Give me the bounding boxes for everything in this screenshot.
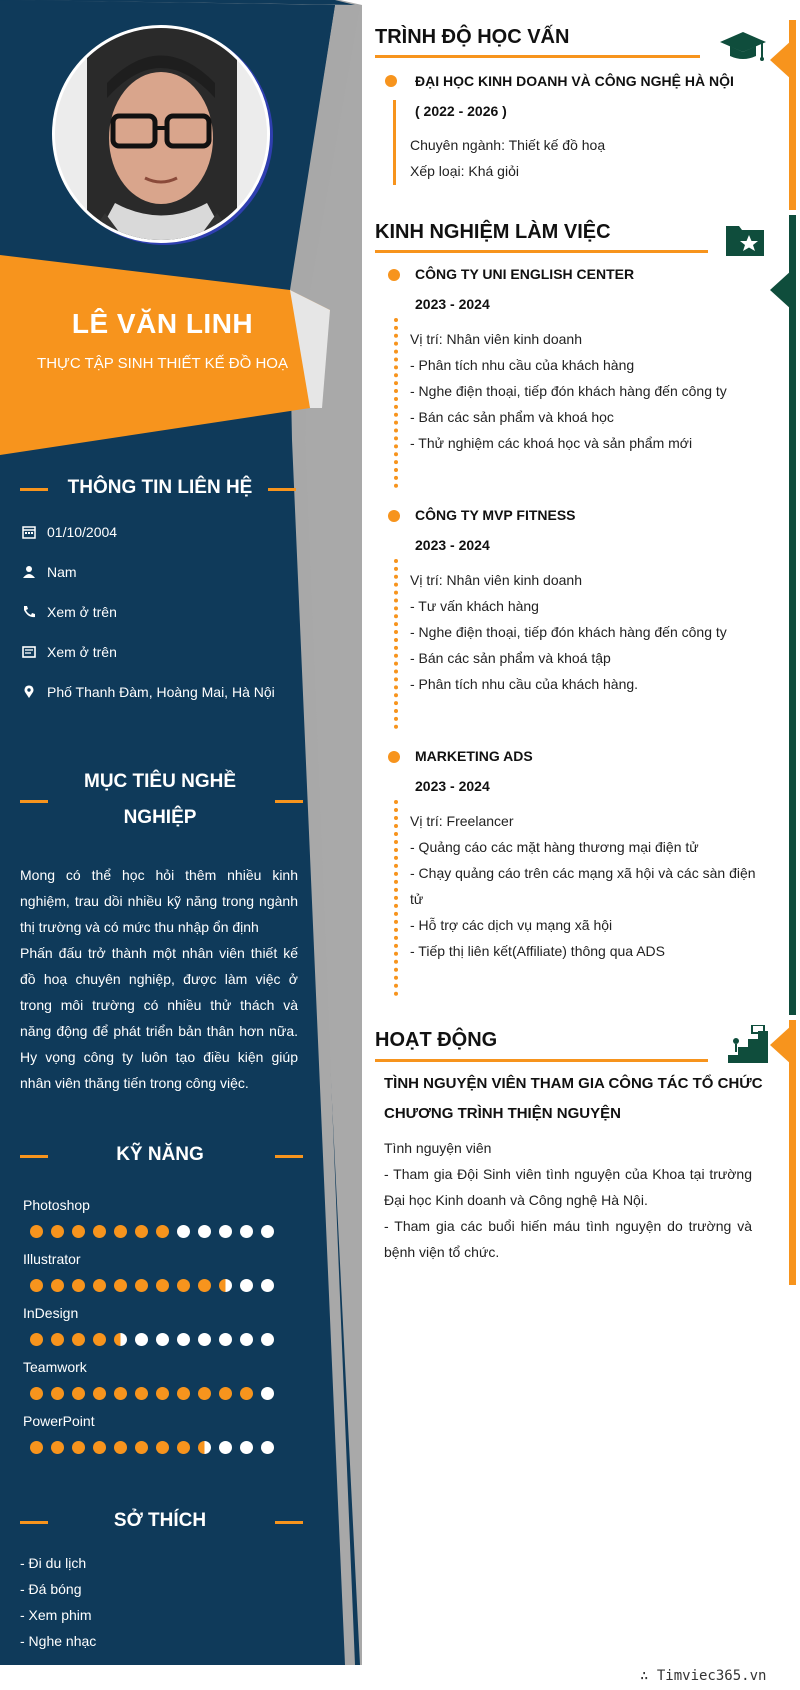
skill-dot (72, 1387, 85, 1400)
skill-level-dots (30, 1333, 274, 1346)
skill-dot (261, 1441, 274, 1454)
contact-text: Xem ở trên (47, 604, 117, 620)
skill-dot (51, 1279, 64, 1292)
skills-section-title: KỸ NĂNG (116, 1144, 204, 1165)
job-line: - Phân tích nhu cầu của khách hàng (410, 357, 635, 373)
timeline-bullet (385, 75, 397, 87)
skill-dot (177, 1441, 190, 1454)
skill-dot (93, 1441, 106, 1454)
skill-dot (177, 1279, 190, 1292)
skill-dot (51, 1333, 64, 1346)
skill-dot (93, 1333, 106, 1346)
skill-dot (51, 1441, 64, 1454)
skill-dot (156, 1387, 169, 1400)
skill-level-dots (30, 1441, 274, 1454)
contact-text: Phố Thanh Đàm, Hoàng Mai, Hà Nội (47, 684, 275, 700)
side-arrow (770, 1025, 792, 1065)
objective-text (20, 862, 298, 1096)
skill-dot (30, 1387, 43, 1400)
contact-email (20, 644, 117, 660)
activity-line: - Tham gia các buổi hiến máu tình nguyện do trường và (384, 1218, 752, 1234)
skill-dot (198, 1279, 211, 1292)
phone-icon (20, 605, 38, 619)
education-rank: Xếp loại: Khá giỏi (410, 163, 519, 179)
timeline-dotted-line (394, 318, 398, 488)
side-accent-bar (789, 215, 796, 1015)
skill-dot (93, 1279, 106, 1292)
skill-dot (219, 1387, 232, 1400)
section-dash (275, 800, 303, 803)
skill-dot (72, 1279, 85, 1292)
activity-heading: CHƯƠNG TRÌNH THIỆN NGUYỆN (384, 1105, 621, 1122)
skill-dot (30, 1441, 43, 1454)
job-line: - Chạy quảng cáo trên các mạng xã hội và các sàn điện (410, 865, 756, 881)
skill-name: InDesign (23, 1305, 79, 1321)
skill-dot (219, 1441, 232, 1454)
skill-dot (114, 1225, 127, 1238)
job-line: - Thử nghiệm các khoá học và sản phẩm mới (410, 435, 693, 451)
job-line: - Nghe điện thoại, tiếp đón khách hàng đến công ty (410, 383, 727, 399)
skill-dot (240, 1279, 253, 1292)
skill-dot (135, 1279, 148, 1292)
skill-dot (198, 1387, 211, 1400)
objective-title-line: NGHIỆP (123, 807, 197, 828)
timeline-line (393, 100, 396, 185)
skill-dot (114, 1333, 127, 1346)
skill-dot (240, 1441, 253, 1454)
skill-dot (177, 1333, 190, 1346)
skill-dot (93, 1225, 106, 1238)
job-period: 2023 - 2024 (415, 296, 490, 312)
full-name: LÊ VĂN LINH (71, 308, 254, 339)
skill-dot (72, 1333, 85, 1346)
skill-dot (261, 1279, 274, 1292)
objective-title-line: MỤC TIÊU NGHỀ (84, 771, 236, 792)
hobby-item: - Xem phim (20, 1607, 92, 1623)
section-underline (375, 55, 700, 58)
calendar-icon (20, 525, 38, 539)
skill-dot (135, 1441, 148, 1454)
job-line: tử (410, 891, 424, 907)
contact-phone (20, 604, 117, 620)
activity-line: Đại học Kinh doanh và Công nghệ Hà Nội. (384, 1192, 648, 1208)
skill-dot (135, 1333, 148, 1346)
skill-name: Illustrator (23, 1251, 81, 1267)
activity-line: - Tham gia Đội Sinh viên tình nguyện của Khoa tại trường (384, 1166, 752, 1182)
skill-dot (240, 1225, 253, 1238)
activity-line: bệnh viện tổ chức. (384, 1244, 500, 1260)
skill-dot (198, 1333, 211, 1346)
skill-dot (30, 1333, 43, 1346)
email-icon (20, 645, 38, 659)
section-underline (375, 1059, 708, 1062)
skill-dot (219, 1279, 232, 1292)
skill-name: Teamwork (23, 1359, 87, 1375)
section-dash (275, 1521, 303, 1524)
side-arrow (770, 270, 792, 310)
skill-dot (261, 1225, 274, 1238)
timeline-bullet (388, 269, 400, 281)
contact-text: Xem ở trên (47, 644, 117, 660)
contact-text: 01/10/2004 (47, 524, 118, 540)
experience-section-title: KINH NGHIỆM LÀM VIỆC (375, 221, 611, 243)
objective-paragraph: Mong có thể học hỏi thêm nhiều kinh nghiệm, trau dồi nhiều kỹ năng trong ngành thị trường và có mức thu nhập ổn định (20, 867, 298, 935)
skill-dot (135, 1387, 148, 1400)
skill-dot (72, 1225, 85, 1238)
side-arrow (770, 40, 792, 80)
job-line: Vị trí: Freelancer (410, 813, 514, 829)
skill-dot (156, 1225, 169, 1238)
activities-section-title: HOẠT ĐỘNG (375, 1029, 498, 1051)
skill-dot (240, 1333, 253, 1346)
section-underline (375, 250, 708, 253)
section-dash (268, 488, 296, 491)
skill-dot (156, 1441, 169, 1454)
objective-section-title (20, 764, 300, 836)
folder-star-icon (726, 222, 764, 261)
skill-dot (30, 1225, 43, 1238)
skill-dot (219, 1333, 232, 1346)
section-dash (275, 1155, 303, 1158)
activity-heading: TÌNH NGUYỆN VIÊN THAM GIA CÔNG TÁC TỔ CHỨC (384, 1075, 763, 1092)
skill-dot (72, 1441, 85, 1454)
job-line: - Bán các sản phẩm và khoá tập (410, 650, 611, 666)
skill-dot (177, 1387, 190, 1400)
skill-dot (198, 1441, 211, 1454)
job-line: Vị trí: Nhân viên kinh doanh (410, 331, 582, 347)
job-title: THỰC TẬP SINH THIẾT KẾ ĐỒ HOẠ (37, 355, 288, 372)
objective-paragraph: Phấn đấu trở thành một nhân viên thiết kế đồ hoạ chuyên nghiệp, được làm việc ở trong môi trường có nhiều thử thách và năng động để phát triển bản thân hơn nữa. Hy vọng công ty luôn tạo điều kiện giúp nhân viên thăng tiến trong công việc. (20, 945, 298, 1091)
contact-text: Nam (47, 564, 77, 580)
timeline-bullet (388, 751, 400, 763)
company-name: CÔNG TY UNI ENGLISH CENTER (415, 266, 635, 282)
stairs-goal-icon (728, 1025, 768, 1068)
skill-level-dots (30, 1225, 274, 1238)
skill-level-dots (30, 1387, 274, 1400)
skill-dot (93, 1387, 106, 1400)
education-section-title: TRÌNH ĐỘ HỌC VẤN (375, 26, 570, 48)
skill-dot (135, 1225, 148, 1238)
job-period: 2023 - 2024 (415, 778, 490, 794)
contact-address (20, 684, 275, 700)
skill-dot (30, 1279, 43, 1292)
watermark: ∴ Timviec365.vn (640, 1668, 767, 1684)
skill-name: PowerPoint (23, 1413, 95, 1429)
job-line: - Nghe điện thoại, tiếp đón khách hàng đến công ty (410, 624, 727, 640)
job-line: - Quảng cáo các mặt hàng thương mại điện tử (410, 839, 699, 855)
job-line: - Tiếp thị liên kết(Affiliate) thông qua ADS (410, 943, 665, 959)
school-name: ĐẠI HỌC KINH DOANH VÀ CÔNG NGHỆ HÀ NỘI (415, 73, 734, 89)
location-icon (20, 685, 38, 699)
job-line: - Bán các sản phẩm và khoá học (410, 409, 614, 425)
activity-line: Tình nguyện viên (384, 1140, 492, 1156)
job-period: 2023 - 2024 (415, 537, 490, 553)
timeline-bullet (388, 510, 400, 522)
skill-dot (261, 1387, 274, 1400)
skill-dot (177, 1225, 190, 1238)
skill-dot (198, 1225, 211, 1238)
job-line: - Tư vấn khách hàng (410, 598, 539, 614)
contact-birthdate (20, 524, 117, 540)
skill-dot (261, 1333, 274, 1346)
skill-dot (240, 1387, 253, 1400)
job-line: - Phân tích nhu cầu của khách hàng. (410, 676, 639, 692)
skill-dot (51, 1225, 64, 1238)
contact-gender (20, 564, 77, 580)
skill-dot (156, 1279, 169, 1292)
person-icon (20, 565, 38, 579)
hobbies-section-title: SỞ THÍCH (113, 1510, 207, 1531)
education-major: Chuyên ngành: Thiết kế đồ hoạ (410, 137, 606, 153)
school-period: ( 2022 - 2026 ) (415, 103, 507, 119)
graduation-cap-icon (720, 30, 766, 69)
job-line: - Hỗ trợ các dịch vụ mạng xã hội (410, 917, 613, 933)
job-line: Vị trí: Nhân viên kinh doanh (410, 572, 582, 588)
contact-section-title: THÔNG TIN LIÊN HỆ (67, 477, 253, 498)
skill-dot (114, 1387, 127, 1400)
hobby-item: - Đá bóng (20, 1581, 82, 1597)
timeline-dotted-line (394, 800, 398, 996)
skill-dot (51, 1387, 64, 1400)
company-name: CÔNG TY MVP FITNESS (415, 507, 576, 523)
skill-level-dots (30, 1279, 274, 1292)
skill-dot (156, 1333, 169, 1346)
skill-dot (219, 1225, 232, 1238)
timeline-dotted-line (394, 559, 398, 729)
skill-dot (114, 1441, 127, 1454)
profile-photo (52, 25, 270, 243)
hobby-item: - Đi du lịch (20, 1555, 87, 1571)
skill-name: Photoshop (23, 1197, 90, 1213)
hobby-item: - Nghe nhạc (20, 1633, 97, 1649)
company-name: MARKETING ADS (415, 748, 533, 764)
skill-dot (114, 1279, 127, 1292)
